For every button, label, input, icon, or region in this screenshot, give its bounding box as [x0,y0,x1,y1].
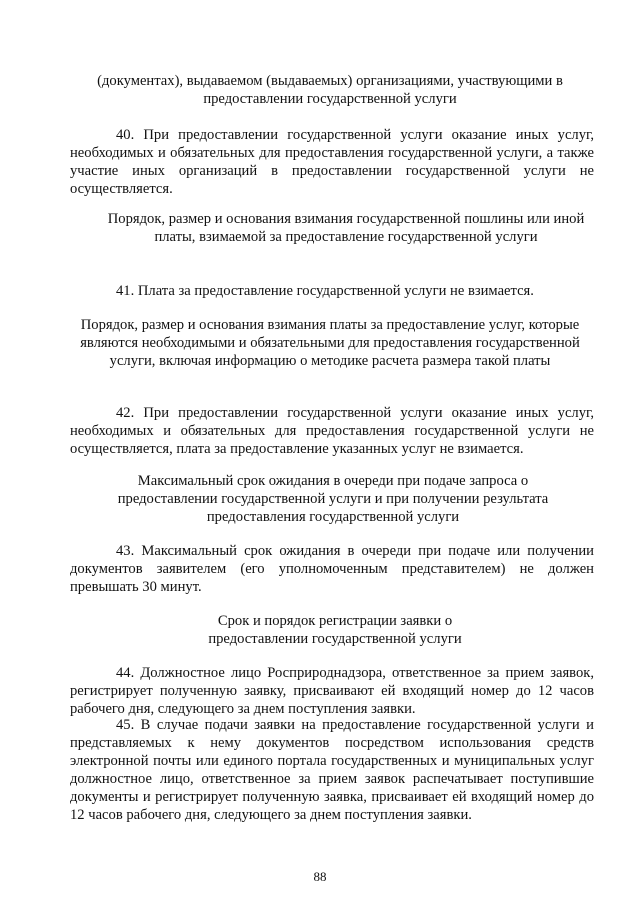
paragraph-41: 41. Плата за предоставление государственной услуги не взимается. [116,283,534,299]
paragraph-44: 44. Должностное лицо Росприроднадзора, ответственное за прием заявок, регистрирует полученную заявку, присваивают ей входящий номер до 12 часов рабочего дня, следующего за днем поступления заявки. [70,665,594,717]
paragraph-40: 40. При предоставлении государственной услуги оказание иных услуг, необходимых и обязательных для предоставления государственной услуги, а также участие иных организаций в предоставлении государственной услуги не осуществляется. [70,127,594,197]
intro-heading: (документах), выдаваемом (выдаваемых) организациями, участвующими в предоставлении государственной услуги [97,73,563,107]
section-heading-registration: Срок и порядок регистрации заявки о предоставлении государственной услуги [208,613,462,647]
section-heading-duty: Порядок, размер и основания взимания государственной пошлины или иной платы, взимаемой за предоставление государственной услуги [107,211,585,245]
paragraph-43: 43. Максимальный срок ожидания в очереди при подаче или получении документов заявителем (его уполномоченным представителем) не должен превышать 30 минут. [70,543,594,595]
section-heading-wait: Максимальный срок ожидания в очереди при подаче запроса о предоставлении государственной услуги и при получении результата предоставления государственной услуги [117,473,549,525]
paragraph-45: 45. В случае подачи заявки на предоставление государственной услуги и представляемых к нему документов посредством использования средств электронной почты или единого портала государственных и муниципальных услуг должностное лицо, ответственное за прием заявок распечатывает поступившие документы и регистрирует полученную заявка, присваивает ей входящий номер до 12 часов рабочего дня, следующего за днем поступления заявки. [70,717,594,823]
paragraph-42: 42. При предоставлении государственной услуги оказание иных услуг, необходимых и обязательных для предоставления государственной услуги не осуществляется, плата за предоставление указанных услуг не взимается. [70,405,594,457]
page-number: 88 [313,869,327,884]
section-heading-fee: Порядок, размер и основания взимания платы за предоставление услуг, которые являются необходимыми и обязательными для предоставления государственной услуги, включая информацию о методике расчета размера такой платы [80,317,580,369]
